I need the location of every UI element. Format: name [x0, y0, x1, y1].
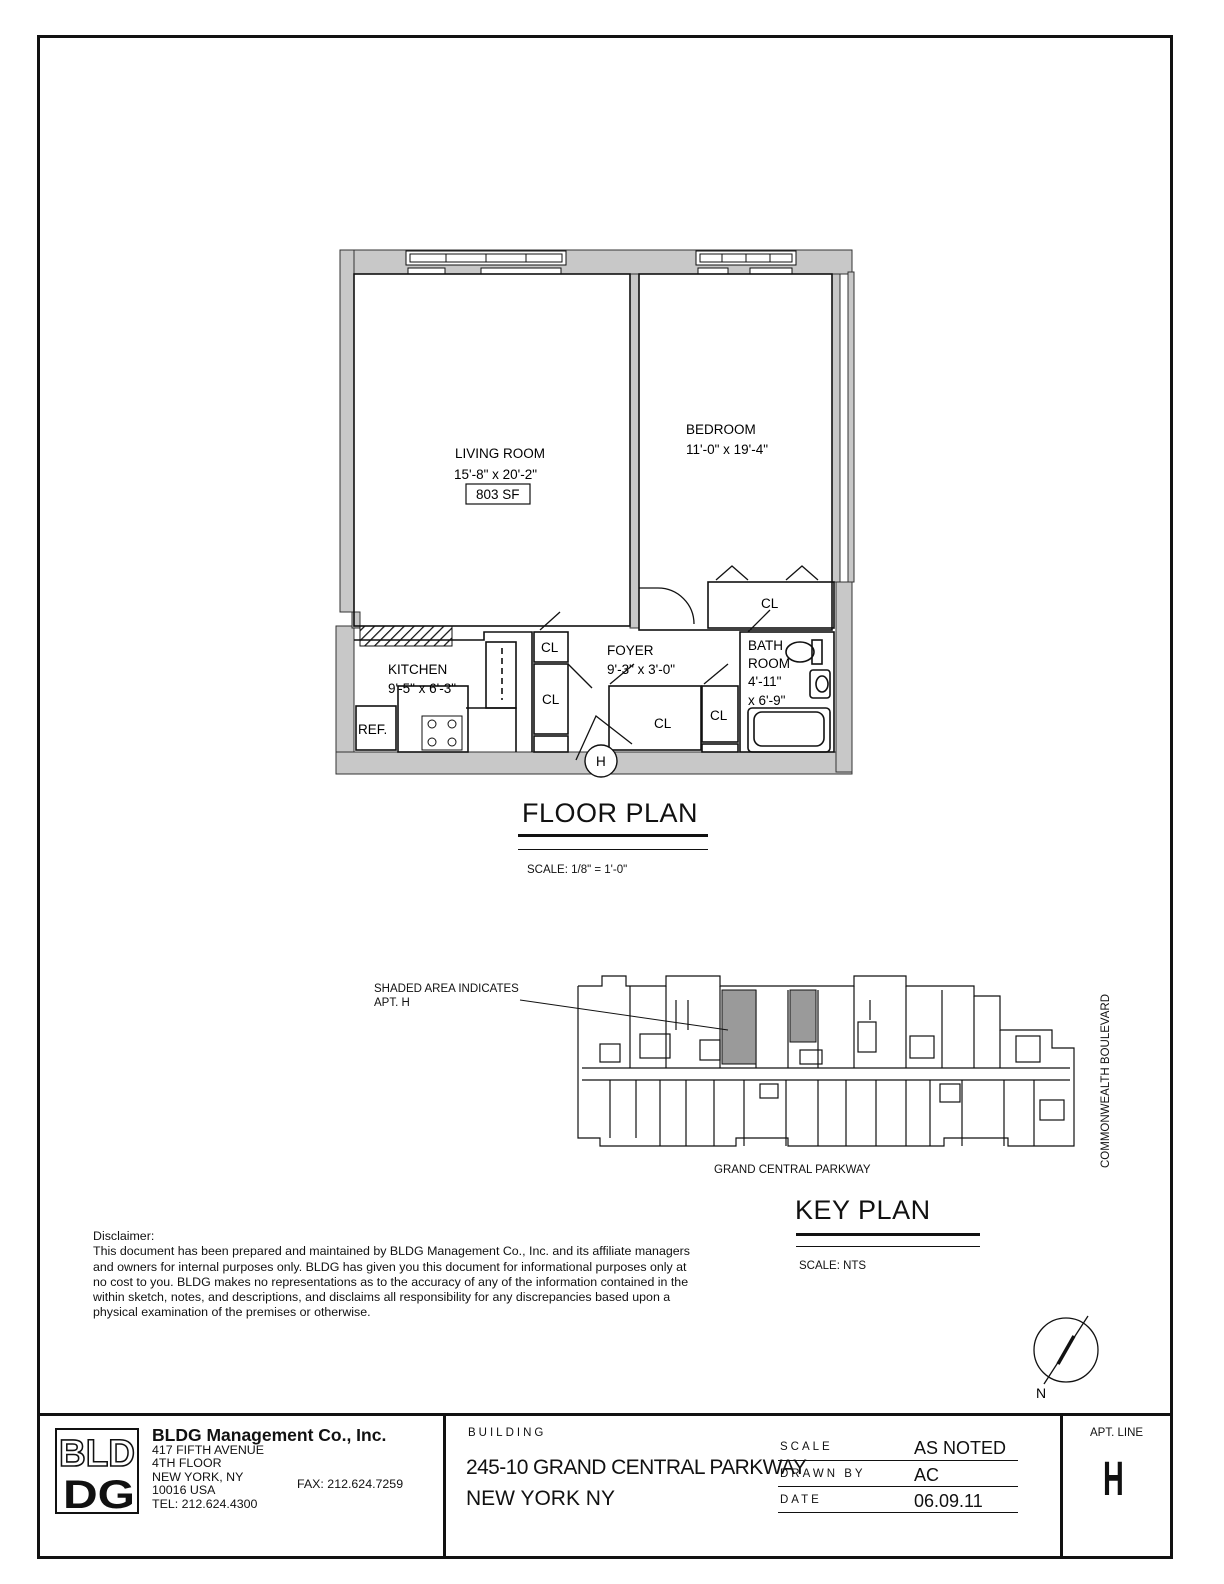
apt-h-shading: [790, 990, 816, 1042]
building-address-line2: NEW YORK NY: [466, 1487, 615, 1510]
telephone: TEL: 212.624.4300: [152, 1496, 258, 1511]
date-label: DATE: [780, 1494, 822, 1506]
kv-rule: [778, 1460, 1018, 1461]
bath-name-line2: ROOM: [748, 656, 790, 671]
north-label: N: [1036, 1385, 1047, 1400]
drawn-by-value: AC: [914, 1465, 940, 1485]
stove-burners: [422, 716, 462, 750]
kv-rule: [778, 1512, 1018, 1513]
date-value: 06.09.11: [914, 1491, 983, 1511]
bedroom-dims: 11'-0" x 19'-4": [686, 442, 769, 457]
company-name: BLDG Management Co., Inc.: [152, 1425, 387, 1445]
bldg-logo: [55, 1428, 139, 1514]
title-block-divider: [443, 1414, 446, 1559]
title-underline: [518, 849, 708, 850]
living-room-area: 803 SF: [476, 487, 520, 502]
floor-plan-scale: SCALE: 1/8" = 1'-0": [527, 864, 628, 876]
apt-line-value: H: [1103, 1453, 1124, 1506]
building-caption: BUILDING: [468, 1427, 547, 1439]
kitchen-name: KITCHEN: [388, 662, 448, 677]
bedroom-name: BEDROOM: [686, 422, 756, 437]
refrigerator-label: REF.: [358, 722, 388, 737]
key-plan-drawing: [0, 960, 1224, 1170]
apt-line-label: APT. LINE: [1090, 1427, 1144, 1439]
scale-value: AS NOTED: [914, 1438, 1007, 1458]
shaded-area-note-line2: APT. H: [374, 997, 410, 1009]
building-address-line1: 245-10 GRAND CENTRAL PARKWAY: [466, 1456, 807, 1479]
title-underline: [796, 1233, 980, 1236]
address-line: 417 FIFTH AVENUE: [152, 1443, 265, 1457]
shaded-area-note-line1: SHADED AREA INDICATES: [374, 983, 519, 995]
title-block-divider: [1060, 1414, 1063, 1559]
address-line: NEW YORK, NY: [152, 1469, 244, 1484]
drawn-by-label: DRAWN BY: [780, 1468, 866, 1480]
address-line: 4TH FLOOR: [152, 1456, 222, 1471]
kv-rule: [778, 1486, 1018, 1487]
foyer-name: FOYER: [607, 643, 654, 658]
closet-label: CL: [542, 692, 560, 707]
living-room-dims: 15'-8" x 20'-2": [454, 467, 538, 482]
address-line: 10016 USA: [152, 1483, 216, 1498]
bath-name-line1: BATH: [748, 638, 784, 653]
closet-label: CL: [541, 640, 559, 655]
title-underline: [796, 1246, 980, 1247]
closet-label: CL: [710, 708, 728, 723]
living-room-name: LIVING ROOM: [455, 446, 546, 461]
disclaimer: [93, 1229, 693, 1321]
leader-line: [520, 1000, 728, 1030]
north-arrow-icon: [1026, 1310, 1106, 1400]
title-block-top-rule: [37, 1413, 1173, 1416]
street-grand-central-parkway: GRAND CENTRAL PARKWAY: [714, 1164, 871, 1176]
kitchen-hatch: [360, 626, 452, 646]
floor-plan-title: FLOOR PLAN: [522, 798, 699, 828]
fax: FAX: 212.624.7259: [297, 1477, 404, 1491]
scale-label: SCALE: [780, 1441, 833, 1453]
bath-dims-line2: x 6'-9": [748, 693, 786, 708]
title-underline: [518, 834, 708, 837]
apt-h-shading: [722, 990, 756, 1064]
foyer-dims: 9'-3" x 3'-0": [607, 662, 676, 677]
closet-label: CL: [761, 596, 779, 611]
street-commonwealth-boulevard: COMMONWEALTH BOULEVARD: [1100, 993, 1112, 1168]
company-address: [152, 1444, 264, 1511]
kitchen-dims: 9'-5" x 6'-3": [388, 681, 457, 696]
bath-dims-line1: 4'-11": [748, 674, 782, 689]
closet-label: CL: [654, 716, 672, 731]
disclaimer-heading: Disclaimer:: [93, 1229, 155, 1243]
logo-text-bottom: DG: [63, 1473, 135, 1514]
key-plan-title: KEY PLAN: [795, 1195, 931, 1225]
disclaimer-body: This document has been prepared and maintained by BLDG Management Co., Inc. and its affiliate managers and owners for internal purposes only. BLDG has given you this document for informational purposes only at no cost to you. BLDG makes no representations as to the accuracy of any of the information contained in the within sketch, notes, and descriptions, and disclaims all responsibility for any discrepancies based upon a physical examination of the premises or otherwise.: [93, 1244, 690, 1320]
logo-text-top: BLD: [59, 1433, 135, 1475]
unit-tag: H: [596, 754, 606, 769]
key-plan-scale: SCALE: NTS: [799, 1260, 867, 1272]
